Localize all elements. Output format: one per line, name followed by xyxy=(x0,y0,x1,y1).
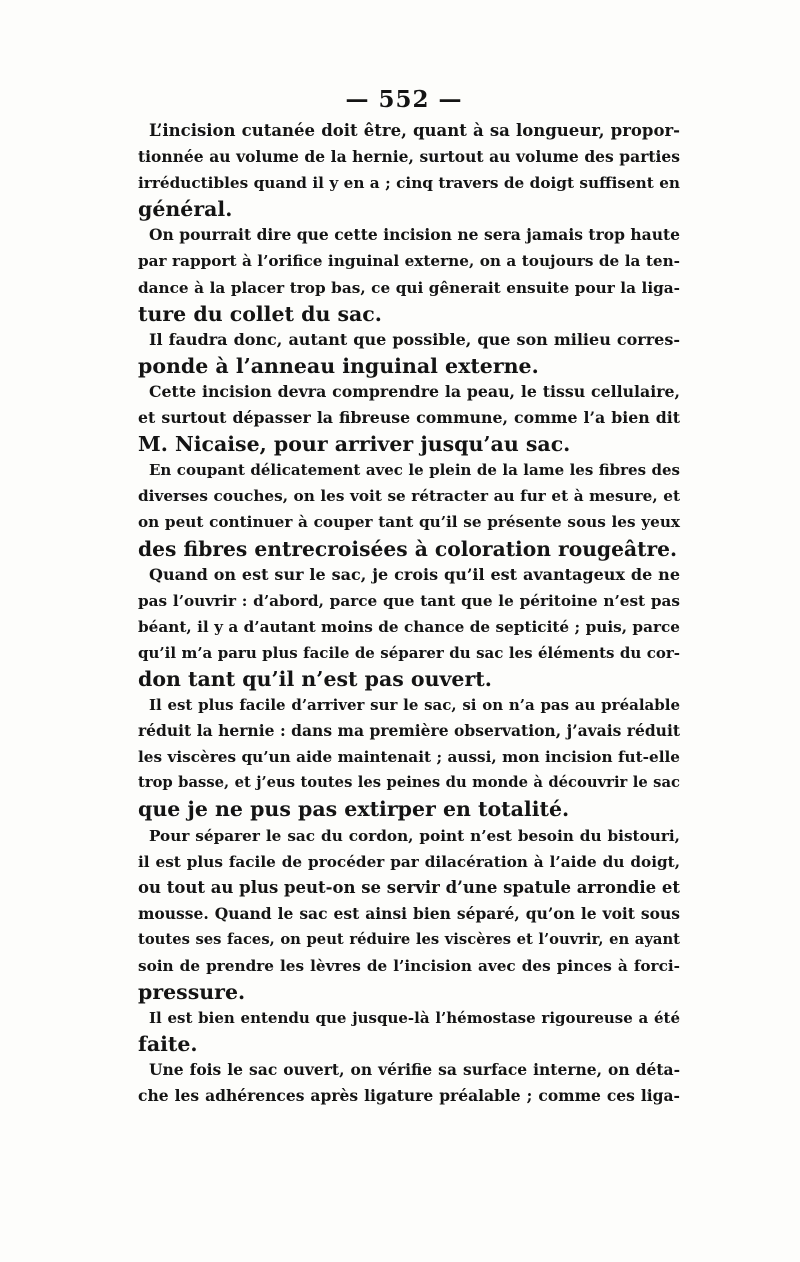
text-line: On pourrait dire que cette incision ne sera jamais trop haute xyxy=(149,225,680,245)
text-line: irréductibles quand il y en a ; cinq travers de doigt suffisent en xyxy=(138,174,680,193)
body-text xyxy=(138,118,680,1110)
text-line: M. Nicaise, pour arriver jusqu’au sac. xyxy=(138,432,571,457)
text-line: Cette incision devra comprendre la peau, le tissu cellulaire, xyxy=(149,381,680,401)
text-line: il est plus facile de procéder par dilacération à l’aide du doigt, xyxy=(138,852,680,871)
text-line: on peut continuer à couper tant qu’il se présente sous les yeux xyxy=(138,513,680,532)
text-line: toutes ses faces, on peut réduire les viscères et l’ouvrir, en ayant xyxy=(138,930,680,948)
page-number: — 552 — xyxy=(345,86,463,113)
text-line: Il faudra donc, autant que possible, que son milieu corres- xyxy=(149,329,680,349)
text-line: pas l’ouvrir : d’abord, parce que tant que le péritoine n’est pas xyxy=(138,591,680,610)
text-line: général. xyxy=(138,197,233,222)
text-line: et surtout dépasser la fibreuse commune, comme l’a bien dit xyxy=(138,408,680,428)
text-line: ponde à l’anneau inguinal externe. xyxy=(138,353,539,378)
text-line: don tant qu’il n’est pas ouvert. xyxy=(138,666,492,691)
text-line: diverses couches, on les voit se rétracter au fur et à mesure, et xyxy=(138,487,680,506)
text-line: que je ne pus pas extirper en totalité. xyxy=(138,797,570,822)
text-line: Une fois le sac ouvert, on vérifie sa surface interne, on déta- xyxy=(149,1060,680,1080)
text-line: Quand on est sur le sac, je crois qu’il est avantageux de ne xyxy=(149,564,680,584)
text-line: Il est plus facile d’arriver sur le sac, si on n’a pas au préalable xyxy=(149,696,680,715)
text-line: par rapport à l’orifice inguinal externe, on a toujours de la ten- xyxy=(138,252,680,271)
text-line: pressure. xyxy=(138,980,246,1005)
text-line: béant, il y a d’autant moins de chance de septicité ; puis, parce xyxy=(138,617,680,636)
text-line: soin de prendre les lèvres de l’incision avec des pinces à forci- xyxy=(138,957,680,975)
text-line: les viscères qu’un aide maintenait ; aussi, mon incision fut-elle xyxy=(138,748,680,767)
text-line: réduit la hernie : dans ma première observation, j’avais réduit xyxy=(138,721,680,741)
text-line: Il est bien entendu que jusque-là l’hémostase rigoureuse a été xyxy=(149,1009,680,1028)
text-line: L’incision cutanée doit être, quant à sa longueur, propor- xyxy=(149,121,680,140)
text-line: dance à la placer trop bas, ce qui gênerait ensuite pour la liga- xyxy=(138,278,680,297)
text-line: mousse. Quand le sac est ainsi bien séparé, qu’on le voit sous xyxy=(138,903,680,923)
text-line: Pour séparer le sac du cordon, point n’est besoin du bistouri, xyxy=(149,826,680,845)
text-line: tionnée au volume de la hernie, surtout au volume des parties xyxy=(138,147,680,167)
text-line: ture du collet du sac. xyxy=(138,301,382,326)
text-line: ou tout au plus peut-on se servir d’une spatule arrondie et xyxy=(138,877,680,897)
text-line: En coupant délicatement avec le plein de la lame les fibres des xyxy=(149,461,680,480)
text-line: qu’il m’a paru plus facile de séparer du sac les éléments du cor- xyxy=(138,643,680,662)
text-line: des fibres entrecroisées à coloration rougeâtre. xyxy=(138,536,678,561)
text-line: che les adhérences après ligature préalable ; comme ces liga- xyxy=(138,1086,680,1106)
text-line: faite. xyxy=(138,1032,198,1057)
text-line: trop basse, et j’eus toutes les peines du monde à découvrir le sac xyxy=(138,774,680,792)
